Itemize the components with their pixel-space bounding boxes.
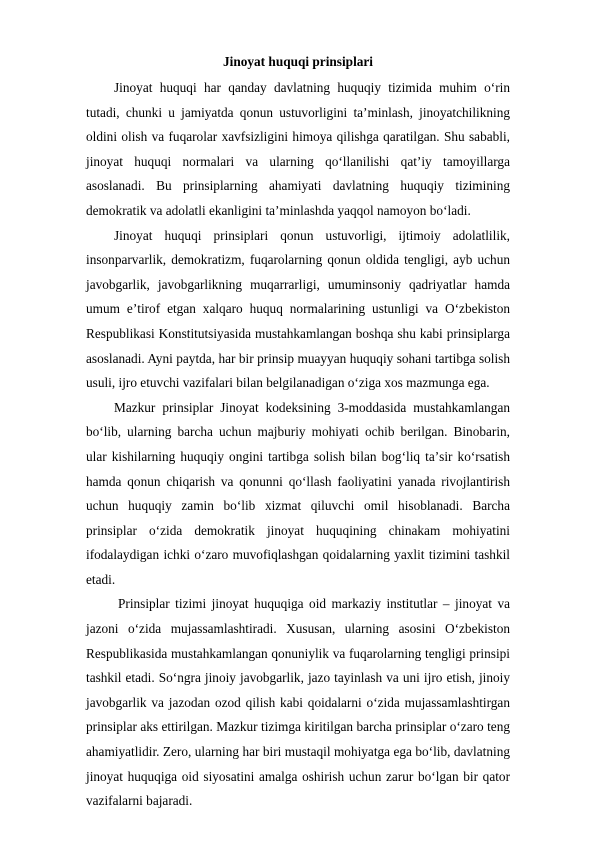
paragraph-2: Jinoyat huquqi prinsiplari qonun ustuvorligi, ijtimoiy adolatlilik, insonparvarlik, demokratizm, fuqarolarning qonun oldida tengligi, ayb uchun javobgarlik, javobgarlikning muqarrarligi, umuminsoniy qadriyatlar hamda umum eʼtirof etgan xalqaro huquq normalarining ustunligi va Oʻzbekiston Respublikasi Konstitutsiyasida mustahkamlangan boshqa shu kabi prinsiplarga asoslanadi. Ayni paytda, har bir prinsip muayyan huquqiy sohani tartibga solish usuli, ijro etuvchi vazifalari bilan belgilanadigan oʻziga xos mazmunga ega.	[86, 227, 510, 391]
document-title: Jinoyat huquqi prinsiplari	[222, 54, 374, 69]
paragraph-1: Jinoyat huquqi har qanday davlatning huquqiy tizimida muhim oʻrin tutadi, chunki u jamiyatda qonun ustuvorligini taʼminlash, jinoyatchilikning oldini olish va fuqarolar xavfsizligini himoya qilishga qaratilgan. Shu sababli, jinoyat huquqi normalari va ularning qoʻllanilishi qatʼiy tamoyillarga asoslanadi. Bu prinsiplarning ahamiyati davlatning huquqiy tizimining demokratik va adolatli ekanligini taʼminlashda yaqqol namoyon boʻladi.	[86, 80, 510, 218]
paragraph-4: Prinsiplar tizimi jinoyat huquqiga oid markaziy institutlar – jinoyat va jazoni oʻzida mujassamlashtiradi. Xususan, ularning asosini Oʻzbekiston Respublikasida mustahkamlangan qonuniylik va fuqarolarning tengligi prinsipi tashkil etadi. Soʻngra jinoiy javobgarlik, jazo tayinlash va uni ijro etish, jinoiy javobgarlik va jazodan ozod qilish kabi qoidalarni oʻzida mujassamlashtirgan prinsiplar aks ettirilgan. Mazkur tizimga kiritilgan barcha prinsiplar oʻzaro teng ahamiyatlidir. Zero, ularning har biri mustaqil mohiyatga ega boʻlib, davlatning jinoyat huquqiga oid siyosatini amalga oshirish uchun zarur boʻlgan bir qator vazifalarni bajaradi.	[86, 596, 510, 809]
document-page	[86, 52, 510, 814]
paragraph-3: Mazkur prinsiplar Jinoyat kodeksining 3-moddasida mustahkamlangan boʻlib, ularning barcha uchun majburiy mohiyati ochib berilgan. Binobarin, ular kishilarning huquqiy ongini tartibga solish bilan bogʻliq taʼsir koʻrsatish hamda qonun chiqarish va qonunni qoʻllash faoliyatini yanada rivojlantirish uchun huquqiy zamin boʻlib xizmat qiluvchi omil hisoblanadi. Barcha prinsiplar oʻzida demokratik jinoyat huquqining chinakam mohiyatini ifodalaydigan ichki oʻzaro muvofiqlashgan qoidalarning yaxlit tizimini tashkil etadi.	[86, 399, 510, 587]
